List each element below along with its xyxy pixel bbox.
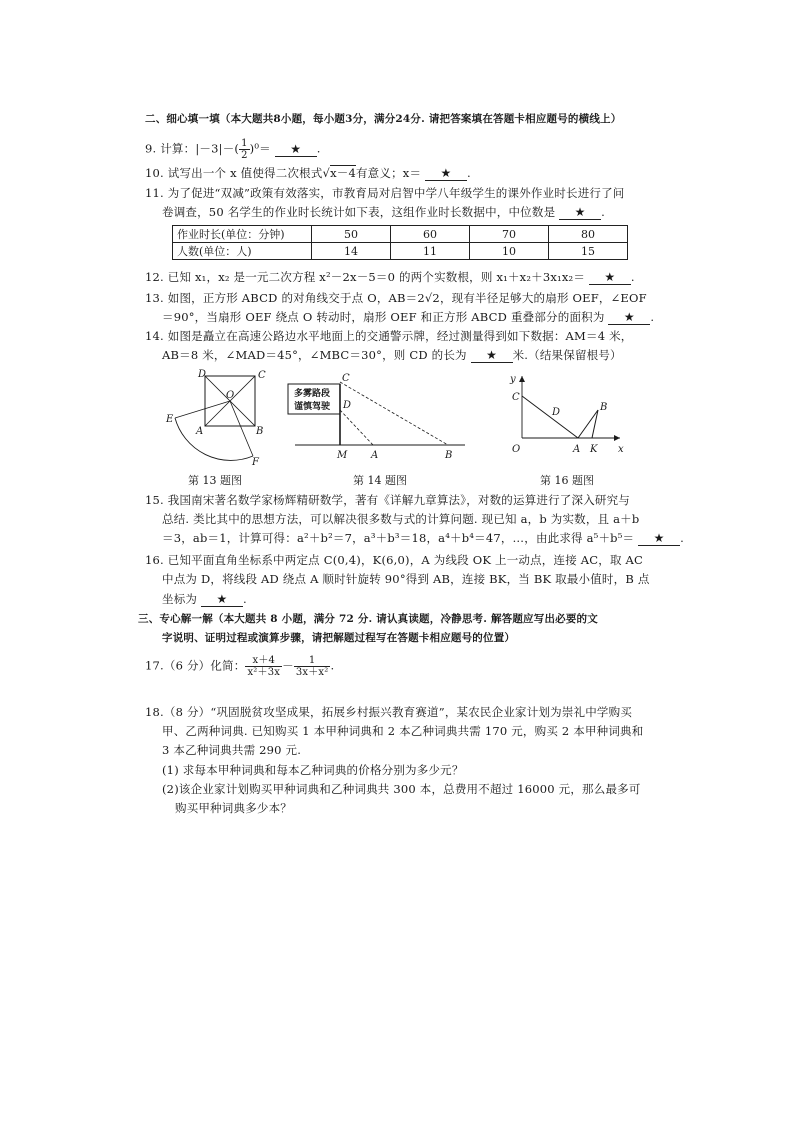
question-13-line-1: 13. 如图，正方形 ABCD 的对角线交于点 O，AB＝2√2，现有半径足够大的扇形 OEF，∠EOF [145,291,647,305]
figure-16-caption: 第 16 题图 [540,474,594,487]
fraction: $\frac{1}{\text{3x＋x²}}$ [295,655,329,678]
question-16-line-2: 中点为 D，将线段 AD 绕点 A 顺时针旋转 90°得到 AB，连接 BK，当 BK 取最小值时，B 点 [162,572,650,586]
svg-text:C: C [512,392,520,403]
question-15-line-1: 15. 我国南宋著名数学家杨辉精研数学，著有《详解九章算法》，对数的运算进行了深入研究与 [145,493,630,507]
fraction: $\frac{1}{2}$ [241,138,248,161]
question-16-line-3: 坐标为 ★ . [162,592,247,606]
question-18-line-3: 3 本乙种词典共需 290 元. [162,743,302,757]
answer-blank [471,348,513,363]
question-18-sub-1: (1) 求每本甲种词典和每本乙种词典的价格分别为多少元？ [162,763,464,777]
answer-blank [589,270,631,285]
answer-blank [638,531,680,546]
star-icon: ★ [604,270,616,284]
question-11-line-2: 卷调查，50 名学生的作业时长统计如下表，这组作业时长数据中，中位数是 ★ . [162,205,606,219]
svg-text:A: A [573,444,581,455]
answer-blank [608,310,650,325]
figure-13-caption: 第 13 题图 [188,474,242,487]
svg-text:A: A [196,426,204,437]
table-row [173,243,628,260]
question-18-line-1: 18.（8 分）“巩固脱贫攻坚成果，拓展乡村振兴教育赛道”，某农民企业家计划为崇礼中学购买 [145,705,633,719]
svg-text:C: C [342,373,350,384]
star-icon: ★ [290,141,302,156]
svg-text:O: O [226,390,235,401]
question-10: 10. 试写出一个 x 值使得二次根式√x－4有意义；x＝ ★ . [145,166,471,180]
question-12: 12. 已知 x₁，x₂ 是一元二次方程 x²－2x－5＝0 的两个实数根，则 x₁＋x₂＋3x₁x₂＝ ★ . [145,270,635,284]
sign-line-1: 多雾路段 [294,389,331,399]
svg-text:E: E [166,414,174,425]
question-9: 9. 计算：|－3|－( $\frac{1}{2}$ )⁰＝ ★ . [145,138,321,161]
star-icon: ★ [216,592,228,606]
homework-time-table [172,225,628,260]
figure-16 [508,370,628,460]
question-15-line-3: ＝3，ab＝1，计算可得：a²＋b²＝7，a³＋b³＝18，a⁴＋b⁴＝47，…，由此求得 a⁵＋b⁵＝ ★ . [162,531,684,545]
section-3-header-line-2: 字说明、证明过程或演算步骤，请把解题过程写在答题卡相应题号的位置） [162,632,516,644]
table-cell: 50 [312,226,391,243]
answer-blank [201,592,243,607]
figure-14-caption: 第 14 题图 [353,474,407,487]
question-13-line-2: ＝90°，当扇形 OEF 绕点 O 转动时，扇形 OEF 和正方形 ABCD 重叠部分的面积为 ★ . [162,310,655,324]
fraction: $\frac{x+4}{\text{x²＋3x}}$ [247,655,281,678]
svg-text:C: C [258,370,266,381]
svg-text:D: D [552,407,561,418]
table-cell: 14 [312,243,391,260]
star-icon: ★ [486,348,498,362]
table-cell: 10 [470,243,549,260]
question-18-sub-2-line-2: 购买甲种词典多少本？ [175,801,292,815]
answer-blank [425,166,467,181]
question-14-line-2: AB＝8 米，∠MAD＝45°，∠MBC＝30°，则 CD 的长为 ★ 米.（结果保留根号） [162,348,622,362]
table-cell: 60 [391,226,470,243]
svg-text:A: A [371,450,379,461]
sign-line-2: 谨慎驾驶 [294,402,331,412]
answer-blank [275,142,317,157]
question-18-sub-2-line-1: (2)该企业家计划购买甲种词典和乙种词典共 300 本，总费用不超过 16000 元，那么最多可 [162,782,641,796]
svg-text:B: B [256,426,264,437]
table-cell: 11 [391,243,470,260]
svg-text:M: M [337,450,348,461]
svg-text:y: y [510,374,516,385]
question-15-line-2: 总结. 类比其中的思想方法，可以解决很多数与式的计算问题. 现已知 a，b 为实数，且 a＋b [162,512,640,526]
table-row [173,226,628,243]
svg-text:x: x [618,444,624,455]
svg-text:D: D [198,369,207,380]
question-17: 17.（6 分）化简： $\frac{x+4}{\text{x²＋3x}}$ － $\frac{1}{\text{3x＋x²}}$ . [145,655,335,678]
answer-blank [559,205,601,220]
svg-text:F: F [252,457,259,468]
star-icon: ★ [440,166,452,180]
svg-text:D: D [343,400,352,411]
figure-13 [160,368,280,468]
question-11-line-1: 11. 为了促进“双减”政策有效落实，市教育局对启智中学八年级学生的课外作业时长进行了问 [145,186,625,200]
sqrt-icon: √ [322,166,331,180]
question-16-line-1: 16. 已知平面直角坐标系中两定点 C(0,4)，K(6,0)，A 为线段 OK 上一动点，连接 AC，取 AC [145,553,644,567]
svg-text:K: K [590,444,598,455]
section-3-header-line-1: 三、专心解一解（本大题共 8 小题，满分 72 分. 请认真读题，冷静思考. 解答题应写出必要的文 [138,613,598,625]
star-icon: ★ [653,531,665,545]
table-header-cell: 作业时长(单位：分钟) [173,226,312,243]
star-icon: ★ [574,205,586,219]
svg-text:O: O [512,444,521,455]
table-cell: 15 [549,243,628,260]
figure-14 [285,372,475,462]
question-18-line-2: 甲、乙两种词典. 已知购买 1 本甲种词典和 2 本乙种词典共需 170 元，购买 2 本甲种词典和 [162,724,644,738]
question-14-line-1: 14. 如图是矗立在高速公路边水平地面上的交通警示牌，经过测量得到如下数据：AM＝4 米， [145,329,633,343]
svg-text:B: B [445,450,453,461]
star-icon: ★ [623,310,635,324]
table-header-cell: 人数(单位：人) [173,243,312,260]
table-cell: 70 [470,226,549,243]
svg-text:B: B [600,402,608,413]
section-2-header: 二、细心填一填（本大题共8小题，每小题3分，满分24分. 请把答案填在答题卡相应题号的横线上） [145,113,622,125]
table-cell: 80 [549,226,628,243]
